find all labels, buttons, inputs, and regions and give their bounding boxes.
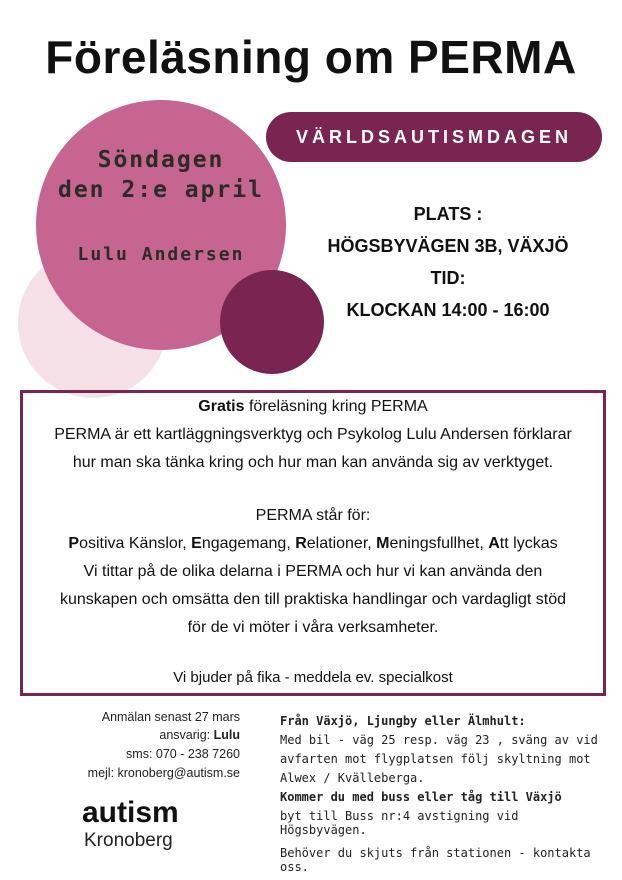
responsible-label: ansvarig:: [159, 728, 214, 742]
box-line-1: [20, 398, 606, 416]
responsible-name: Lulu: [213, 728, 240, 742]
perma-initial-r: R: [295, 535, 307, 552]
speaker-name: Lulu Andersen: [77, 244, 245, 265]
place-value: HÖGSBYVÄGEN 3B, VÄXJÖ: [327, 236, 569, 256]
box-line-6: Vi tittar på de olika delarna i PERMA och hur vi kan använda den: [83, 563, 543, 580]
perma-rest-a: tt lyckas: [499, 535, 558, 552]
box-line-8: för de vi möter i våra verksamheter.: [187, 619, 439, 636]
box-line-7: kunskapen och omsätta den till praktiska handlingar och vardagligt stöd: [59, 591, 567, 608]
perma-rest-p: ositiva Känslor,: [79, 535, 192, 552]
directions-heading-bus: Kommer du med buss eller tåg till Växjö: [280, 790, 562, 804]
perma-rest-m: eningsfullhet,: [389, 535, 489, 552]
contact-phone: sms: 070 - 238 7260: [126, 747, 240, 761]
responsible-person: [40, 728, 240, 742]
event-badge: VÄRLDSAUTISMDAGEN: [266, 112, 602, 162]
perma-rest-r: elationer,: [306, 535, 377, 552]
directions-car-line2: avfarten mot flygplatsen följ skyltning mot: [280, 752, 591, 766]
fika-note: Vi bjuder på fika - meddela ev. specialkost: [173, 669, 453, 686]
logo-subtitle: Kronoberg: [84, 830, 173, 851]
page-title: Föreläsning om PERMA: [45, 31, 577, 83]
directions-car-line3: Alwex / Kvälleberga.: [280, 771, 425, 785]
directions-bus: byt till Buss nr:4 avstigning vid Högsbyvägen.: [280, 809, 519, 837]
directions-heading-car: Från Växjö, Ljungby eller Älmhult:: [280, 714, 526, 728]
perma-words: [20, 535, 606, 553]
time-value: KLOCKAN 14:00 - 16:00: [346, 300, 550, 320]
registration-deadline: Anmälan senast 27 mars: [101, 710, 240, 724]
perma-initial-m: M: [376, 535, 390, 552]
perma-initial-e: E: [191, 535, 202, 552]
perma-initial-p: P: [68, 535, 80, 552]
perma-intro: PERMA står för:: [255, 507, 371, 524]
free-word: Gratis: [198, 398, 245, 415]
perma-rest-e: ngagemang,: [201, 535, 296, 552]
autism-logo: autism: [82, 796, 179, 829]
contact-email[interactable]: mejl: kronoberg@autism.se: [87, 766, 240, 780]
event-date-line1: Söndagen: [97, 147, 225, 173]
box-line-3: hur man ska tänka kring och hur man kan använda sig av verktyget.: [72, 454, 554, 471]
time-label: TID:: [430, 268, 466, 288]
event-date-line2: den 2:e april: [57, 177, 264, 203]
place-label: PLATS :: [413, 204, 483, 224]
directions-ride-note: Behöver du skjuts från stationen - kontakta oss.: [280, 846, 591, 874]
box-line-1-rest: föreläsning kring PERMA: [244, 398, 428, 415]
box-line-2: PERMA är ett kartläggningsverktyg och Psykolog Lulu Andersen förklarar: [54, 426, 572, 443]
perma-initial-a: A: [488, 535, 500, 552]
directions-car-line1: Med bil - väg 25 resp. väg 23 , sväng av vid: [280, 733, 598, 747]
